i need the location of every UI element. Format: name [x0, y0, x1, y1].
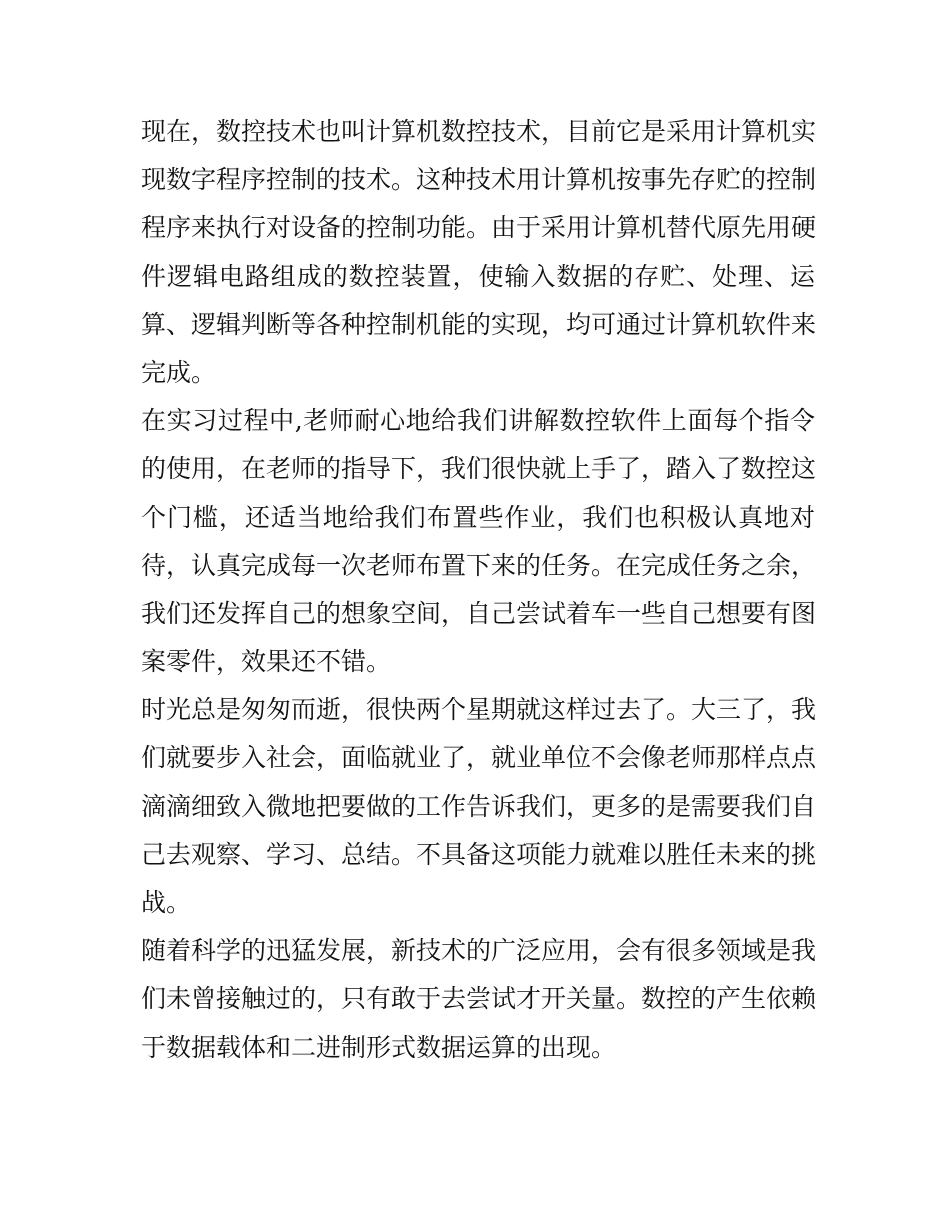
text-line: 随着科学的迅猛发展，新技术的广泛应用，会有很多领域是我: [141, 936, 817, 966]
text-line: 件逻辑电路组成的数控装置，使输入数据的存贮、处理、运: [141, 261, 815, 291]
text-line: 滴滴细致入微地把要做的工作告诉我们，更多的是需要我们自: [141, 791, 817, 821]
text-line: 算、逻辑判断等各种控制机能的实现，均可通过计算机软件来: [141, 309, 817, 339]
text-line: 们未曾接触过的，只有敢于去尝试才开关量。数控的产生依赖: [141, 984, 817, 1014]
document-body: [141, 108, 815, 1072]
text-line: 在实习过程中,老师耐心地给我们讲解数控软件上面每个指令: [141, 406, 815, 436]
paragraph-4: [141, 927, 815, 1072]
text-line: 的使用，在老师的指导下，我们很快就上手了，踏入了数控这: [141, 454, 817, 484]
text-line: 们就要步入社会，面临就业了，就业单位不会像老师那样点点: [141, 743, 817, 773]
text-line: 现数字程序控制的技术。这种技术用计算机按事先存贮的控制: [141, 165, 817, 195]
text-line: 程序来执行对设备的控制功能。由于采用计算机替代原先用硬: [141, 213, 817, 243]
paragraph-3: [141, 686, 815, 927]
text-line: 我们还发挥自己的想象空间，自己尝试着车一些自己想要有图: [141, 598, 817, 628]
text-line: 案零件，效果还不错。: [141, 647, 392, 677]
paragraph-2: [141, 397, 815, 686]
text-line: 完成。: [141, 357, 217, 387]
text-line: 时光总是匆匆而逝，很快两个星期就这样过去了。大三了，我: [141, 695, 817, 725]
text-line: 己去观察、学习、总结。不具备这项能力就难以胜任未来的挑: [141, 839, 817, 869]
text-line: 于数据载体和二进制形式数据运算的出现。: [141, 1032, 617, 1062]
text-line: 待，认真完成每一次老师布置下来的任务。在完成任务之余，: [141, 550, 817, 580]
text-line: 现在，数控技术也叫计算机数控技术，目前它是采用计算机实: [141, 117, 817, 146]
text-line: 个门槛，还适当地给我们布置些作业，我们也积极认真地对: [141, 502, 815, 532]
paragraph-1: [141, 108, 815, 397]
text-line: 战。: [141, 888, 192, 917]
